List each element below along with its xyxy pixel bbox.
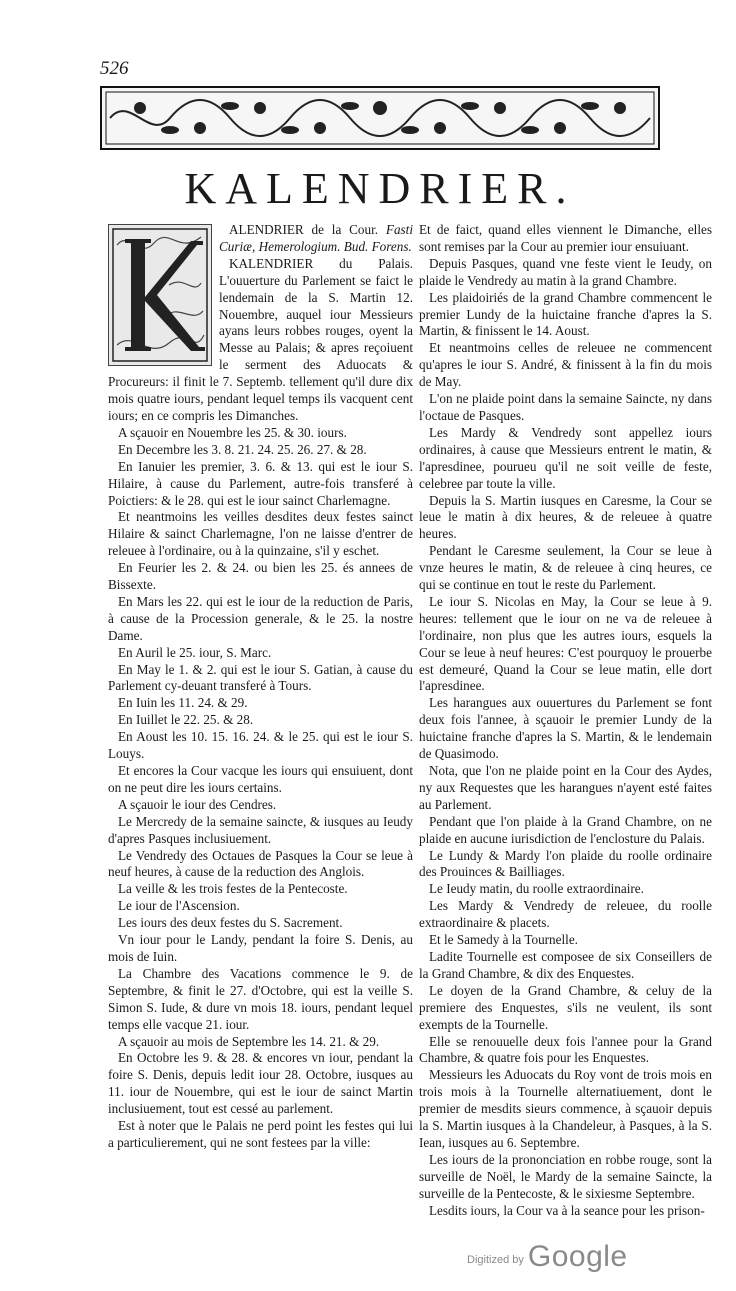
right-paragraph: Les iours de la prononciation en robbe rouge, sont la surveille de Noël, le Mardy de la semaine Saincte, la surveille de la Pentecoste, & le sixiesme Septembre.: [419, 1151, 712, 1201]
left-paragraph: A sçauoir en Nouembre les 25. & 30. iours.: [118, 424, 347, 440]
right-paragraph: Depuis la S. Martin iusques en Caresme, la Cour se leue le matin à dix heures, & de releuee à quatre heures.: [419, 492, 712, 542]
left-paragraph: En Aoust les 10. 15. 16. 24. & le 25. qui est le iour S. Louys.: [108, 729, 413, 762]
right-paragraph: Les plaidoiriés de la grand Chambre commencent le premier Lundy de la huictaine franche d'apres la S. Martin, & finissent le 14. Aoust.: [419, 289, 712, 339]
intro-palais: KALENDRIER du Palais. L'ouuerture du Parlement se faict le lendemain de la S. Martin 12. Nouembre, auquel iour Messieurs ayans leurs robbes rouges, oyent la Messe au Palais; & apres reçoiuent le serment des Aduocats & Procureurs: il finit le 7. Septemb. tellement qu'il dure dix mois quatre iours, pendant lequel temps ils vacquent cent iours; en ce compris les Dimanches.: [108, 255, 413, 423]
left-paragraph: En Feurier les 2. & 24. ou bien les 25. és annees de Bissexte.: [108, 560, 413, 593]
right-paragraph: Lesdits iours, la Cour va à la seance pour les prison-: [429, 1202, 705, 1218]
left-paragraph: En Iuin les 11. 24. & 29.: [118, 695, 248, 711]
left-paragraph: La Chambre des Vacations commence le 9. de Septembre, & finit le 27. d'Octobre, qui est la veille S. Simon S. Iude, & dure vn mois 18. iours, pendant lequel temps elle vacque 21. iour.: [108, 965, 413, 1032]
decorated-initial-k: [108, 224, 212, 366]
right-paragraph: Les harangues aux ouuertures du Parlement se font deux fois l'annee, à sçauoir le premier Lundy de la huictaine franche d'apres la S. Martin, & le lendemain de Quasimodo.: [419, 695, 712, 762]
left-paragraph: La veille & les trois festes de la Pentecoste.: [118, 881, 348, 897]
left-paragraph: Le Mercredy de la semaine saincte, & iusques au Ieudy d'apres Pasques inclusiuement.: [108, 813, 413, 846]
right-paragraph: Et de faict, quand elles viennent le Dimanche, elles sont remises par la Cour au premier iour ensuiuant.: [419, 222, 712, 254]
right-paragraph: Le iour S. Nicolas en May, la Cour se leue à 9. heures: tellement que le iour on ne va de releuee à l'ordinaire, non plus que les autres iours, esquels la Cour se leue à neuf heures: C'est pourquoy le prouerbe est demeuré, Quand la Cour se leue matin, elle dort l'apresdinee.: [419, 593, 712, 694]
right-paragraph: Le Lundy & Mardy l'on plaide du roolle ordinaire des Prouinces & Bailliages.: [419, 847, 712, 880]
right-paragraph: Les Mardy & Vendredy de releuee, du roolle extraordinaire & placets.: [419, 898, 712, 931]
google-wordmark: Google: [527, 1240, 628, 1273]
right-paragraph: Pendant que l'on plaide à la Grand Chambre, on ne plaide en aucune iurisdiction de l'enclosture du Palais.: [419, 813, 712, 846]
left-paragraph: En Octobre les 9. & 28. & encores vn iour, pendant la foire S. Denis, depuis ledit iour 28. Octobre, iusques au 11. iour de Nouembre, qui est le iour de sainct Martin inclusiuement, tout est cessé au parlement.: [108, 1050, 413, 1117]
left-column: [108, 222, 413, 1152]
right-paragraph: Nota, que l'on ne plaide point en la Cour des Aydes, ny aux Requestes que les harangues n'ayent esté faites au Parlement.: [419, 763, 712, 812]
left-paragraph: Les iours des deux festes du S. Sacrement.: [118, 915, 343, 931]
right-paragraph: L'on ne plaide point dans la semaine Saincte, ny dans l'octaue de Pasques.: [419, 391, 712, 423]
left-paragraph: A sçauoir le iour des Cendres.: [118, 796, 277, 812]
right-paragraph: Ladite Tournelle est composee de six Conseillers de la Grand Chambre, & dix des Enquestes.: [419, 948, 712, 981]
left-paragraph: Le Vendredy des Octaues de Pasques la Cour se leue à neuf heures, à cause de la reduction des Anglois.: [108, 847, 413, 880]
left-paragraph: Vn iour pour le Landy, pendant la foire S. Denis, au mois de Iuin.: [108, 932, 413, 964]
left-paragraph: En May le 1. & 2. qui est le iour S. Gatian, à cause du Parlement cy-deuant transferé à Tours.: [108, 661, 413, 694]
right-column: [419, 222, 712, 1219]
left-paragraph: Est à noter que le Palais ne perd point les festes qui lui a particulierement, qui ne sont festees par la ville:: [108, 1118, 413, 1150]
left-paragraph: Et neantmoins les veilles desdites deux festes sainct Hilaire & sainct Charlemagne, l'on ne laisse d'entrer de releuee à l'ordinaire, ou à la quinzaine, s'il y eschet.: [108, 509, 413, 559]
digitized-by-google-watermark: [467, 1240, 628, 1274]
ornamental-header-band: [100, 86, 660, 150]
left-paragraph: A sçauoir au mois de Septembre les 14. 21. & 29.: [118, 1033, 380, 1049]
right-paragraph: Et le Samedy à la Tournelle.: [429, 932, 578, 948]
right-paragraph: Messieurs les Aduocats du Roy vont de trois mois en trois mois à la Tournelle alternatiuement, dont le premier de mesdits sieurs commence, à sçauoir depuis la S. Martin iusques à la Chandeleur, à Pasques, à la S. Iean, iusques au 6. Septembre.: [419, 1067, 712, 1150]
right-paragraph: Le Ieudy matin, du roolle extraordinaire.: [429, 881, 644, 897]
left-paragraph: En Mars les 22. qui est le iour de la reduction de Paris, à cause de la Procession generale, & le 25. la nostre Dame.: [108, 593, 413, 643]
right-paragraph: Le doyen de la Grand Chambre, & celuy de la premiere des Enquestes, s'ils ne veulent, ils sont exempts de la Tournelle.: [419, 982, 712, 1032]
left-paragraph: En Ianuier les premier, 3. 6. & 13. qui est le iour S. Hilaire, à cause du Parlement, autre-fois transferé à Poictiers: & le 28. qui est le iour sainct Charlemagne.: [108, 458, 413, 508]
intro-lead: ALENDRIER de la Cour. Fasti Curiæ, Hemerologium. Bud. Forens.: [219, 222, 413, 254]
right-paragraph: Pendant le Caresme seulement, la Cour se leue à vnze heures le matin, & de releuee à cinq heures, ce qui se continue en tout le reste du Parlement.: [419, 543, 712, 593]
digitized-by-label: Digitized by: [467, 1254, 524, 1266]
left-paragraph: En Iuillet le 22. 25. & 28.: [118, 712, 254, 728]
page-title: KALENDRIER.: [184, 164, 576, 213]
right-paragraph: Depuis Pasques, quand vne feste vient le Ieudy, on plaide le Vendredy au matin à la grand Chambre.: [419, 255, 712, 288]
left-paragraph: Et encores la Cour vacque les iours qui ensuiuent, dont on ne peut dire les iours certains.: [108, 763, 413, 795]
right-paragraph: Et neantmoins celles de releuee ne commencent qu'apres le iour S. André, & finissent à la fin du mois de May.: [419, 340, 712, 390]
left-paragraph: En Auril le 25. iour, S. Marc.: [118, 644, 272, 660]
page-number: 526: [100, 58, 129, 79]
right-paragraph: Les Mardy & Vendredy sont appellez iours ordinaires, à cause que Messieurs entrent le matin, & l'apresdinee, pourueu qu'il ne soit veille de feste, celebree par toute la ville.: [419, 424, 712, 491]
left-paragraph: Le iour de l'Ascension.: [118, 898, 240, 914]
left-paragraph: En Decembre les 3. 8. 21. 24. 25. 26. 27. & 28.: [118, 441, 367, 457]
right-paragraph: Elle se renouuelle deux fois l'annee pour la Grand Chambre, & quatre fois pour les Enquestes.: [419, 1033, 712, 1066]
